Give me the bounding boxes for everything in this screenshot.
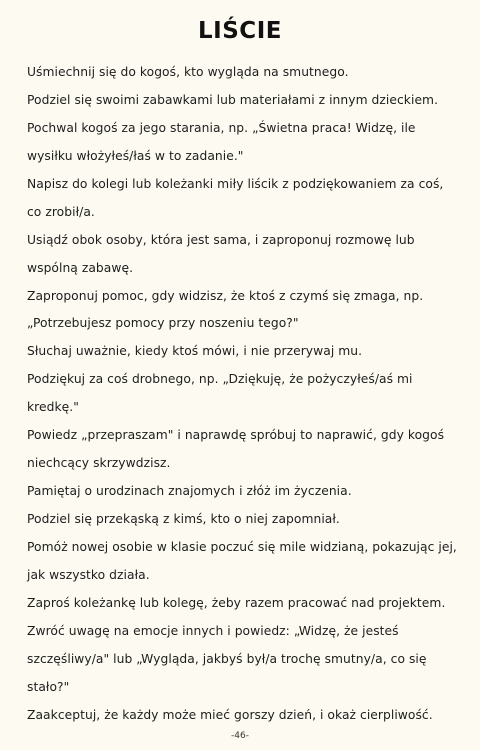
text-line: Podziel się swoimi zabawkami lub materiałami z innym dzieckiem.	[27, 92, 439, 107]
text-line: Słuchaj uważnie, kiedy ktoś mówi, i nie przerywaj mu.	[27, 344, 363, 359]
text-line: Zwróć uwagę na emocje innych i powiedz: „Widzę, że jesteś	[27, 623, 399, 638]
kindness-list	[27, 59, 457, 730]
text-line: Napisz do kolegi lub koleżanki miły liścik z podziękowaniem za coś,	[27, 176, 444, 191]
text-line: wysiłku włożyłeś/łaś w to zadanie."	[27, 148, 244, 163]
text-line: Pomóż nowej osobie w klasie poczuć się mile widzianą, pokazując jej,	[27, 539, 457, 554]
text-line: Usiądź obok osoby, która jest sama, i zaproponuj rozmowę lub	[27, 232, 415, 247]
text-line: Podziel się przekąską z kimś, kto o niej zapomniał.	[27, 512, 340, 526]
page-title: LIŚCIE	[198, 18, 282, 44]
text-line: Zaakceptuj, że każdy może mieć gorszy dzień, i okaż cierpliwość.	[27, 707, 433, 722]
text-line: Powiedz „przepraszam" i naprawdę spróbuj to naprawić, gdy kogoś	[27, 428, 445, 443]
text-line: stało?"	[27, 679, 70, 694]
text-line: Podziękuj za coś drobnego, np. „Dziękuję, że pożyczyłeś/aś mi	[27, 372, 413, 387]
text-line: jak wszystko działa.	[27, 567, 150, 582]
text-line: wspólną zabawę.	[27, 260, 134, 275]
text-line: Zaproponuj pomoc, gdy widzisz, że ktoś z czymś się zmaga, np.	[27, 288, 424, 303]
text-line: Zaproś koleżankę lub kolegę, żeby razem pracować nad projektem.	[27, 595, 446, 610]
page-number: -46-	[231, 731, 249, 741]
text-line: kredkę."	[27, 400, 79, 415]
text-line: Pamiętaj o urodzinach znajomych i złóż im życzenia.	[27, 484, 352, 499]
text-line: „Potrzebujesz pomocy przy noszeniu tego?"	[27, 316, 299, 331]
text-line: Pochwal kogoś za jego starania, np. „Świetna praca! Widzę, ile	[27, 120, 416, 135]
text-line: szczęśliwy/a" lub „Wygląda, jakbyś był/a trochę smutny/a, co się	[27, 651, 427, 666]
text-line: Uśmiechnij się do kogoś, kto wygląda na smutnego.	[27, 65, 349, 79]
text-line: niechcący skrzywdzisz.	[27, 456, 171, 471]
text-line: co zrobił/a.	[27, 204, 95, 219]
